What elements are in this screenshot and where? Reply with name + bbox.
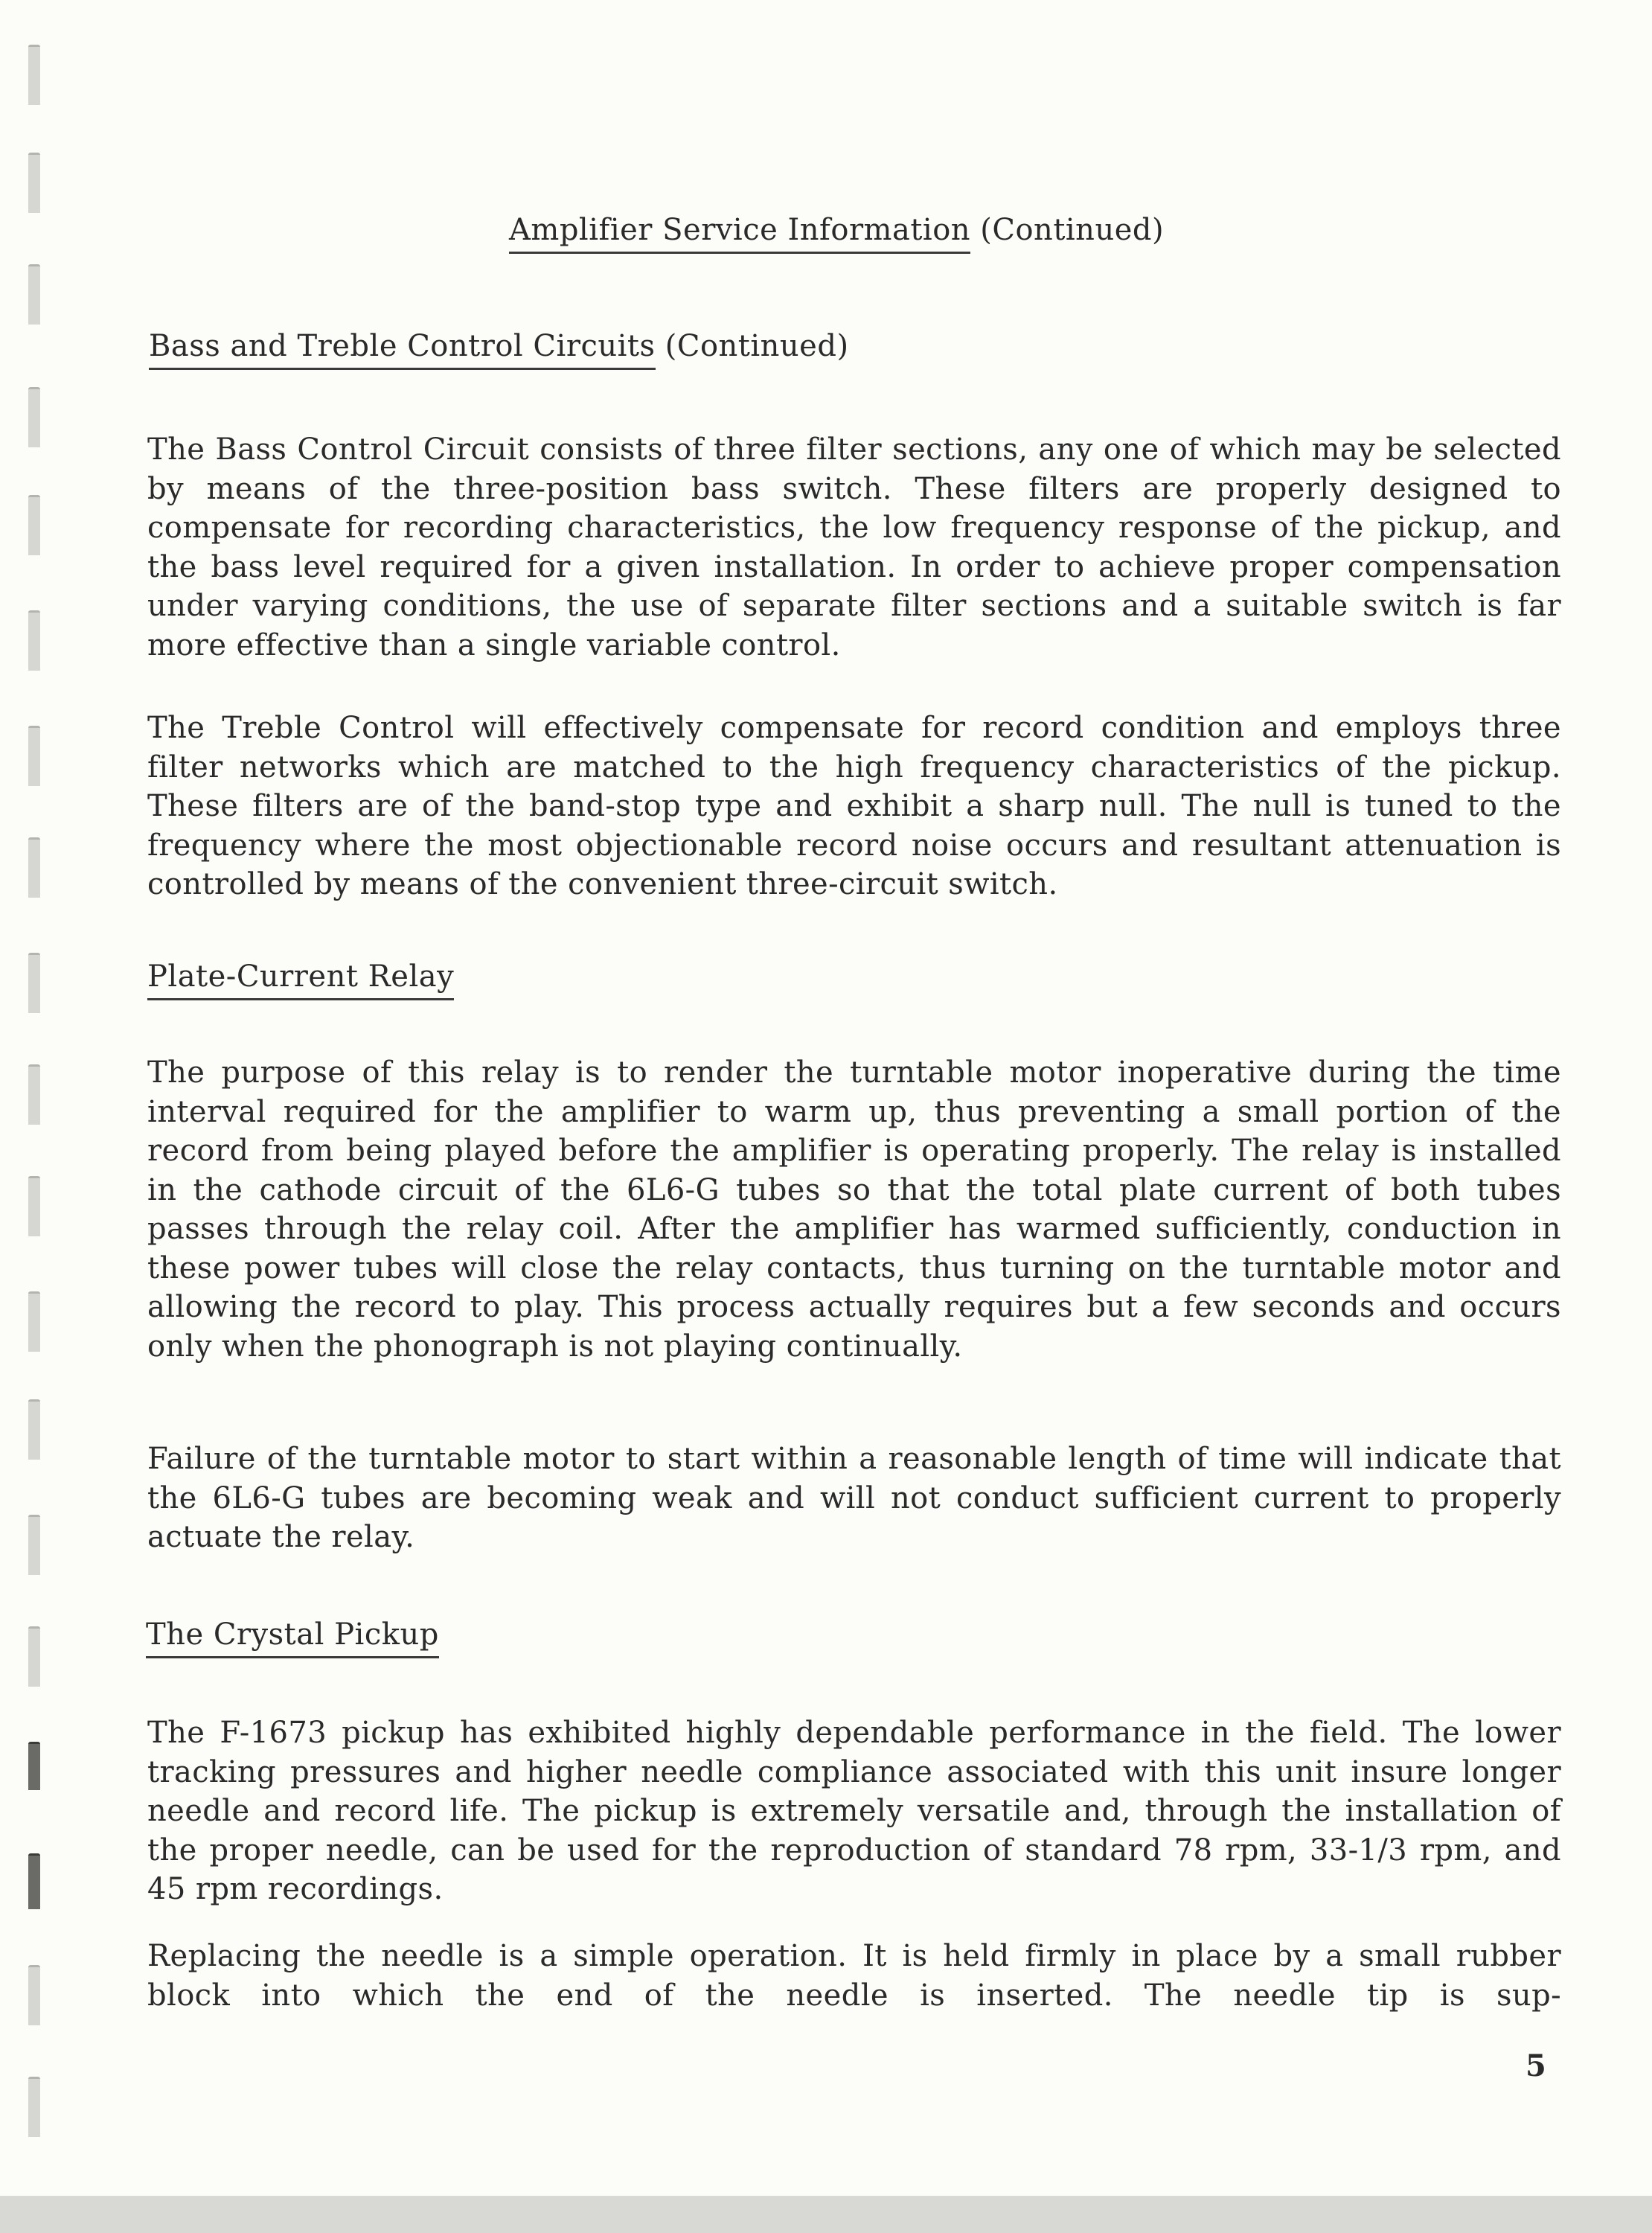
page-title [509, 213, 1164, 247]
binding-hole [28, 726, 40, 786]
binding-hole [28, 2077, 40, 2137]
binding-hole [28, 45, 40, 105]
binding-hole [28, 495, 40, 555]
binding-hole [28, 1626, 40, 1687]
binding-hole [28, 953, 40, 1013]
binding-hole [28, 1176, 40, 1236]
binding-hole [28, 1399, 40, 1460]
binding-hole [28, 387, 40, 447]
paragraph: The Bass Control Circuit consists of three filter sections, any one of which may be selected by means of the three-position bass switch. These filters are properly designed to compensate for recording characteristics, the low frequency response of the pickup, and the bass level required for a given installation. In order to achieve proper compensation under varying conditions, the use of separate filter sections and a suitable switch is far more effective than a single variable control. [147, 432, 1561, 662]
page-number: 5 [1525, 2048, 1546, 2083]
paragraph: The Treble Control will effectively compensate for record condition and employs three filter networks which are matched to the high frequency characteristics of the pickup. These filters are of the band-stop type and exhibit a sharp null. The null is tuned to the frequency where the most objectionable record noise occurs and resultant attenuation is controlled by means of the convenient three-circuit switch. [147, 711, 1561, 901]
binding-hole [28, 610, 40, 671]
binding-hole [28, 1853, 40, 1909]
section-heading [146, 1617, 439, 1652]
scan-bottom-edge [0, 2196, 1652, 2233]
section-heading-underlined: The Crystal Pickup [146, 1617, 439, 1658]
binding-hole [28, 1742, 40, 1790]
binding-hole [28, 1965, 40, 2025]
binding-hole [28, 837, 40, 898]
paragraph: Failure of the turntable motor to start within a reasonable length of time will indicate that the 6L6-G tubes are becoming weak and will not conduct sufficient current to properly actuate the relay. [147, 1442, 1561, 1554]
section-heading [147, 959, 454, 994]
paragraph: The F-1673 pickup has exhibited highly dependable performance in the field. The lower tracking pressures and higher needle compliance associated with this unit insure longer needle and record life. The pickup is extremely versatile and, through the installation of the proper needle, can be used for the reproduction of standard 78 rpm, 33-1/3 rpm, and 45 rpm recordings. [147, 1716, 1561, 1906]
binding-hole [28, 1291, 40, 1352]
binding-hole [28, 264, 40, 325]
binding-hole [28, 153, 40, 213]
section-heading-underlined: Plate-Current Relay [147, 959, 454, 1000]
binding-hole [28, 1064, 40, 1125]
paragraph: Replacing the needle is a simple operation. It is held firmly in place by a small rubber block into which the end of the needle is inserted. The needle tip is sup- [147, 1939, 1561, 2013]
page-title-underlined: Amplifier Service Information [509, 213, 970, 254]
section-heading-suffix: (Continued) [655, 329, 849, 363]
page-title-suffix: (Continued) [970, 213, 1165, 247]
paragraph: The purpose of this relay is to render the turntable motor inoperative during the time interval required for the amplifier to warm up, thus preventing a small portion of the record from being played before the amplifier is operating properly. The relay is installed in the cathode circuit of the 6L6-G tubes so that the total plate current of both tubes passes through the relay coil. After the amplifier has warmed sufficiently, conduction in these power tubes will close the relay contacts, thus turning on the turntable motor and allowing the record to play. This process actually requires but a few seconds and occurs only when the phonograph is not playing continually. [147, 1055, 1561, 1364]
binding-hole [28, 1515, 40, 1575]
section-heading-underlined: Bass and Treble Control Circuits [149, 329, 656, 370]
section-heading [149, 329, 849, 363]
